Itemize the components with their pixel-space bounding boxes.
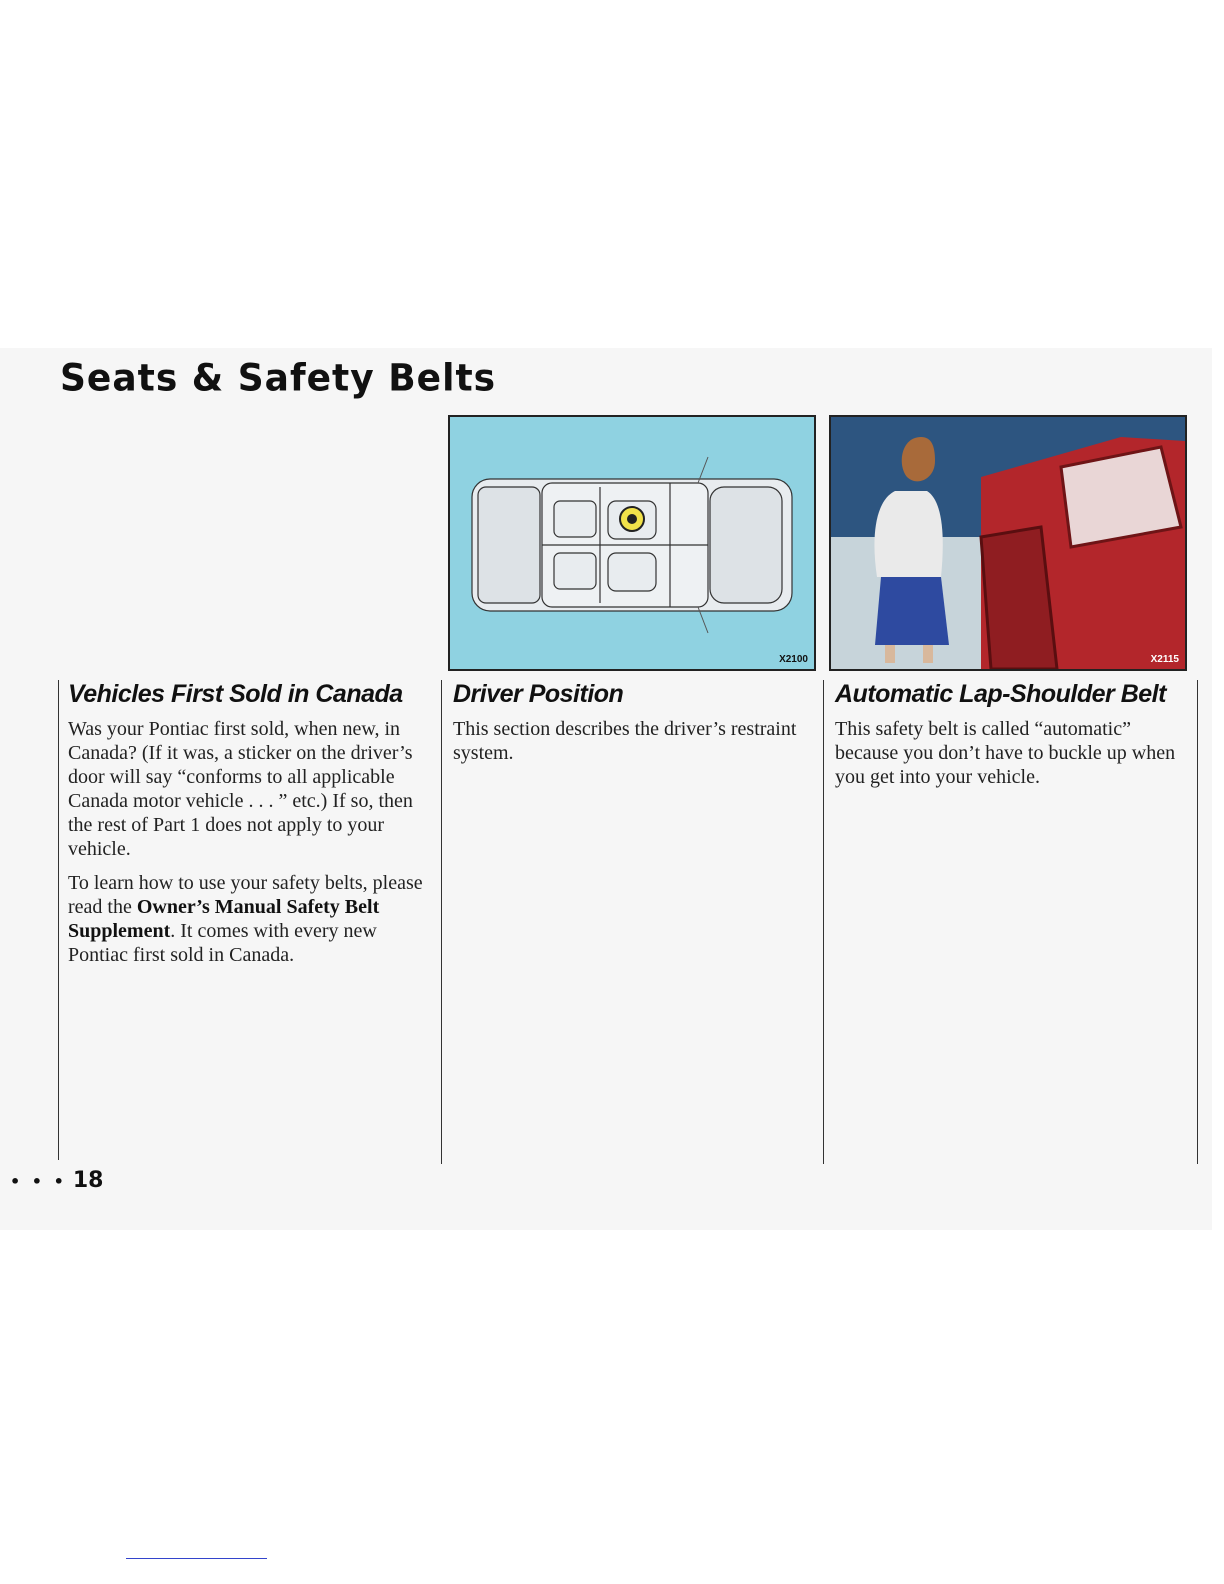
heading-automatic-belt: Automatic Lap-Shoulder Belt (835, 680, 1166, 708)
column-rule (441, 680, 442, 1164)
column-rule (58, 680, 59, 1160)
section-title: Seats & Safety Belts (60, 356, 497, 401)
page-number (10, 1168, 103, 1193)
paragraph: This section describes the driver’s restraint system. (453, 718, 797, 764)
page-number-dots: • • • (10, 1171, 67, 1191)
page-number-value: 18 (72, 1168, 104, 1193)
heading-driver-position: Driver Position (453, 680, 624, 708)
woman-car-door-illustration (831, 417, 1185, 669)
paragraph (68, 871, 430, 967)
car-top-view-illustration (450, 417, 814, 669)
text-run: To learn how to use your safety belts, please read the (68, 872, 423, 918)
column-rule (823, 680, 824, 1164)
paragraph: Was your Pontiac first sold, when new, in Canada? (If it was, a sticker on the driver’s door will say “conforms to all applicable Canada motor vehicle . . . ” etc.) If so, then the rest of Part 1 does not apply to your vehicle. (68, 718, 413, 860)
text-run: . It comes with every new Pontiac first sold in Canada. (68, 920, 377, 966)
column-driver-position (453, 680, 809, 775)
automatic-belt-figure (829, 415, 1187, 671)
column-canada (68, 680, 430, 977)
supplement-title: Owner’s Manual Safety Belt Supplement (68, 896, 380, 942)
heading-canada: Vehicles First Sold in Canada (68, 680, 403, 708)
driver-position-figure (448, 415, 816, 671)
figure-code: X2100 (779, 654, 808, 665)
figure-code: X2115 (1150, 654, 1179, 665)
column-rule (1197, 680, 1198, 1164)
paragraph: This safety belt is called “automatic” because you don’t have to buckle up when you get into your vehicle. (835, 718, 1176, 788)
footer-link-underline (126, 1558, 267, 1559)
column-automatic-belt (835, 680, 1187, 799)
